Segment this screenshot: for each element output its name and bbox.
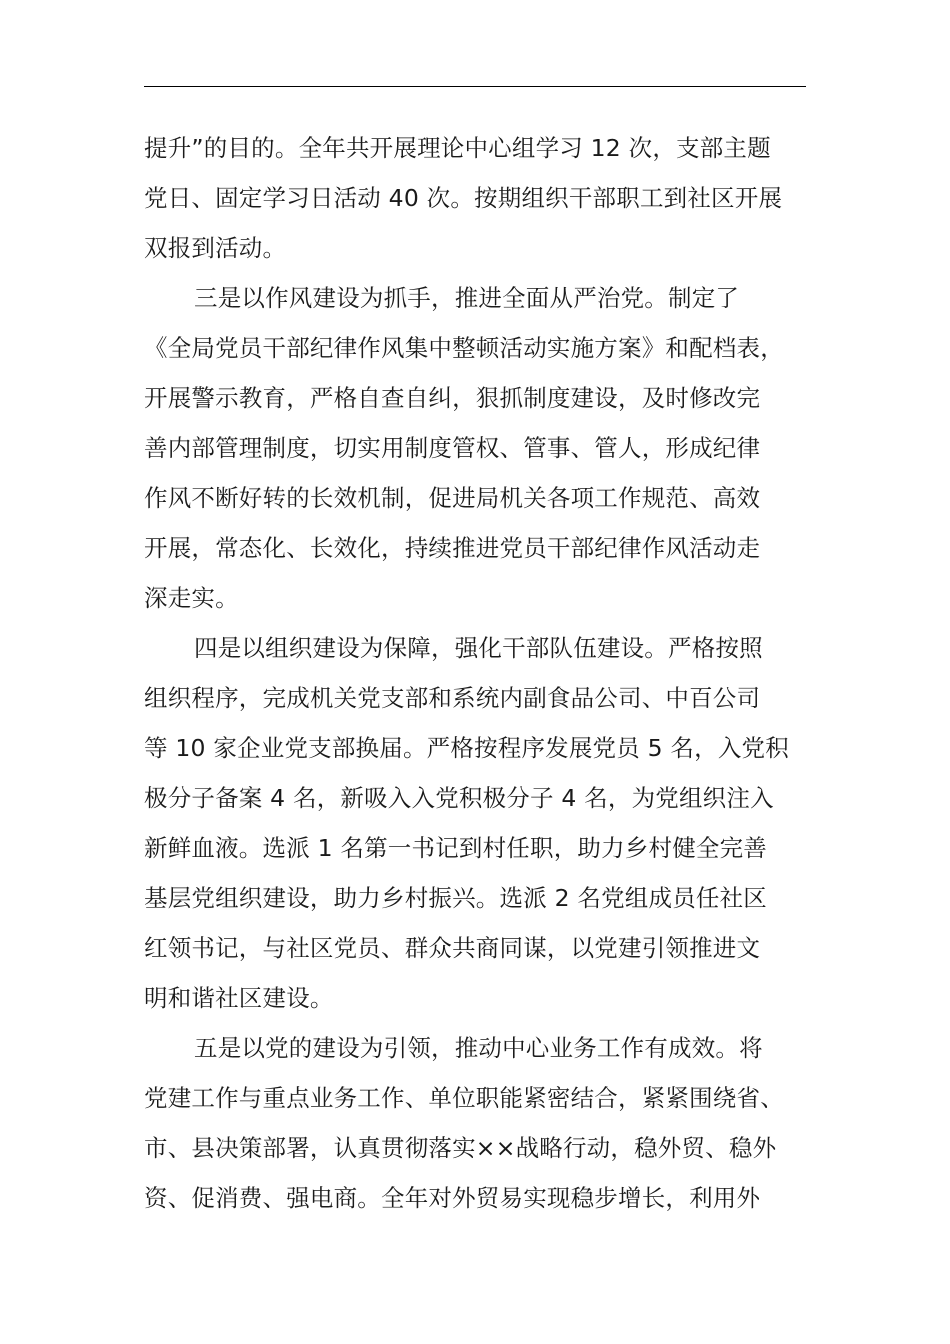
text-line: 善内部管理制度，切实用制度管权、管事、管人，形成纪律: [144, 434, 761, 462]
paragraph-start-line: 五是以党的建设为引领，推动中心业务工作有成效。将: [194, 1034, 763, 1062]
paragraph-start-line: 三是以作风建设为抓手，推进全面从严治党。制定了: [194, 284, 740, 312]
text-line: 极分子备案 4 名，新吸入入党积极分子 4 名，为党组织注入: [144, 784, 774, 812]
text-line: 组织程序，完成机关党支部和系统内副食品公司、中百公司: [144, 684, 761, 712]
text-line: 党日、固定学习日活动 40 次。按期组织干部职工到社区开展: [144, 184, 783, 212]
text-line: 市、县决策部署，认真贯彻落实××战略行动，稳外贸、稳外: [144, 1134, 777, 1162]
text-line: 作风不断好转的长效机制，促进局机关各项工作规范、高效: [144, 484, 761, 512]
text-line: 新鲜血液。选派 1 名第一书记到村任职，助力乡村健全完善: [144, 834, 767, 862]
text-line: 明和谐社区建设。: [144, 984, 334, 1012]
text-line: 双报到活动。: [144, 234, 287, 262]
text-line: 提升”的目的。全年共开展理论中心组学习 12 次，支部主题: [144, 134, 771, 162]
header-rule: [144, 86, 806, 87]
text-line: 红领书记，与社区党员、群众共商同谋，以党建引领推进文: [144, 934, 761, 962]
text-line: 资、促消费、强电商。全年对外贸易实现稳步增长，利用外: [144, 1184, 761, 1212]
text-line: 基层党组织建设，助力乡村振兴。选派 2 名党组成员任社区: [144, 884, 767, 912]
text-line: 《全局党员干部纪律作风集中整顿活动实施方案》和配档表，: [144, 334, 784, 362]
paragraph-start-line: 四是以组织建设为保障，强化干部队伍建设。严格按照: [194, 634, 763, 662]
text-line: 开展，常态化、长效化，持续推进党员干部纪律作风活动走: [144, 534, 761, 562]
text-line: 开展警示教育，严格自查自纠，狠抓制度建设，及时修改完: [144, 384, 761, 412]
text-line: 党建工作与重点业务工作、单位职能紧密结合，紧紧围绕省、: [144, 1084, 784, 1112]
text-line: 深走实。: [144, 584, 239, 612]
text-line: 等 10 家企业党支部换届。严格按程序发展党员 5 名，入党积: [144, 734, 789, 762]
